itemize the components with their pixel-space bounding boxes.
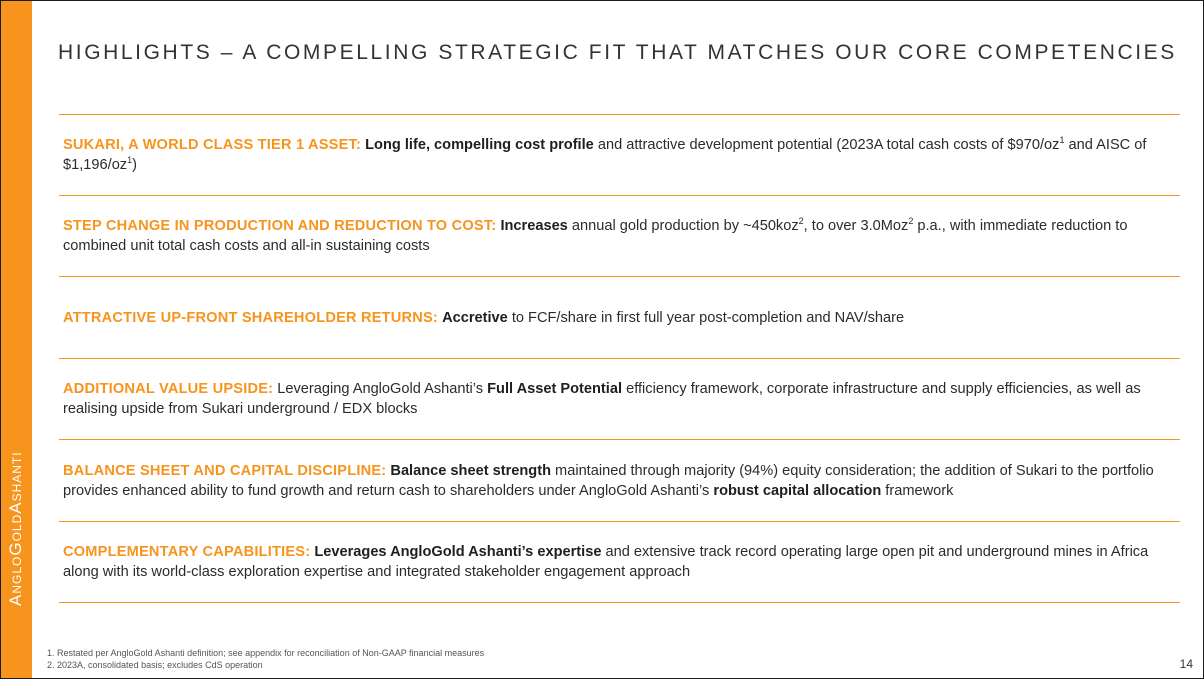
footnote: 1. Restated per AngloGold Ashanti definition; see appendix for reconciliation of Non-GAAP financial measures: [47, 648, 485, 658]
footnote-ref: 2: [908, 216, 914, 227]
item-bold: Full Asset Potential: [487, 381, 623, 397]
highlight-item-value-upside: [63, 359, 1171, 439]
item-text: and extensive track record operating large open pit and underground mines in Africa along with its world-class exploration expertise and integrated stakeholder engagement approach: [63, 544, 1149, 580]
footnotes: [47, 647, 484, 671]
item-bold: Leverages AngloGold Ashanti’s expertise: [314, 544, 602, 560]
item-text: , to over 3.0Moz: [803, 218, 909, 234]
item-text: annual gold production by ~450koz: [567, 218, 799, 234]
page-number: 14: [1179, 657, 1193, 671]
item-bold: Long life, compelling cost profile: [365, 137, 594, 153]
footnote-ref: 1: [1059, 135, 1065, 146]
page-title: HIGHLIGHTS – A COMPELLING STRATEGIC FIT THAT MATCHES OUR CORE COMPETENCIES: [58, 41, 1177, 64]
item-text: to FCF/share in first full year post-completion and NAV/share: [507, 309, 905, 326]
item-text: framework: [881, 482, 954, 499]
item-bold: Balance sheet strength: [390, 462, 551, 479]
highlight-item-capabilities: [63, 522, 1171, 602]
footnote-ref: 1: [127, 155, 133, 166]
item-text: and AISC of $1,196/oz: [63, 137, 1147, 173]
item-heading: STEP CHANGE IN PRODUCTION AND REDUCTION TO COST:: [63, 218, 497, 234]
item-text: ): [132, 157, 137, 173]
divider: [59, 602, 1180, 603]
item-heading: ATTRACTIVE UP-FRONT SHAREHOLDER RETURNS:: [63, 309, 438, 326]
item-text: efficiency framework, corporate infrastructure and supply efficiencies, as well as realising upside from Sukari underground / EDX blocks: [63, 381, 1141, 417]
item-bold: Accretive: [442, 309, 508, 326]
item-text: maintained through majority (94%) equity consideration; the addition of Sukari to the portfolio provides enhanced ability to fund growth and return cash to shareholders under AngloGold Ashanti’s: [63, 462, 1154, 499]
highlight-item-production: [63, 196, 1171, 276]
item-text: Leveraging AngloGold Ashanti’s: [273, 381, 488, 397]
footnote: 2. 2023A, consolidated basis; excludes CdS operation: [47, 660, 263, 670]
item-bold: robust capital allocation: [713, 482, 882, 499]
brand-sidebar: [1, 1, 32, 678]
brand-logo-text: AngloGoldAshanti: [6, 451, 25, 606]
highlight-item-sukari: [63, 115, 1171, 195]
highlight-item-balance-sheet: [63, 440, 1171, 521]
item-text: and attractive development potential (2023A total cash costs of $970/oz: [593, 137, 1060, 153]
item-text: p.a., with immediate reduction to combined unit total cash costs and all-in sustaining costs: [63, 218, 1128, 254]
item-heading: SUKARI, A WORLD CLASS TIER 1 ASSET:: [63, 137, 362, 153]
item-heading: ADDITIONAL VALUE UPSIDE:: [63, 381, 274, 397]
highlight-item-returns: [63, 277, 1171, 358]
item-heading: BALANCE SHEET AND CAPITAL DISCIPLINE:: [63, 462, 387, 479]
item-heading: COMPLEMENTARY CAPABILITIES:: [63, 544, 311, 560]
footnote-ref: 2: [798, 216, 804, 227]
item-bold: Increases: [500, 218, 568, 234]
